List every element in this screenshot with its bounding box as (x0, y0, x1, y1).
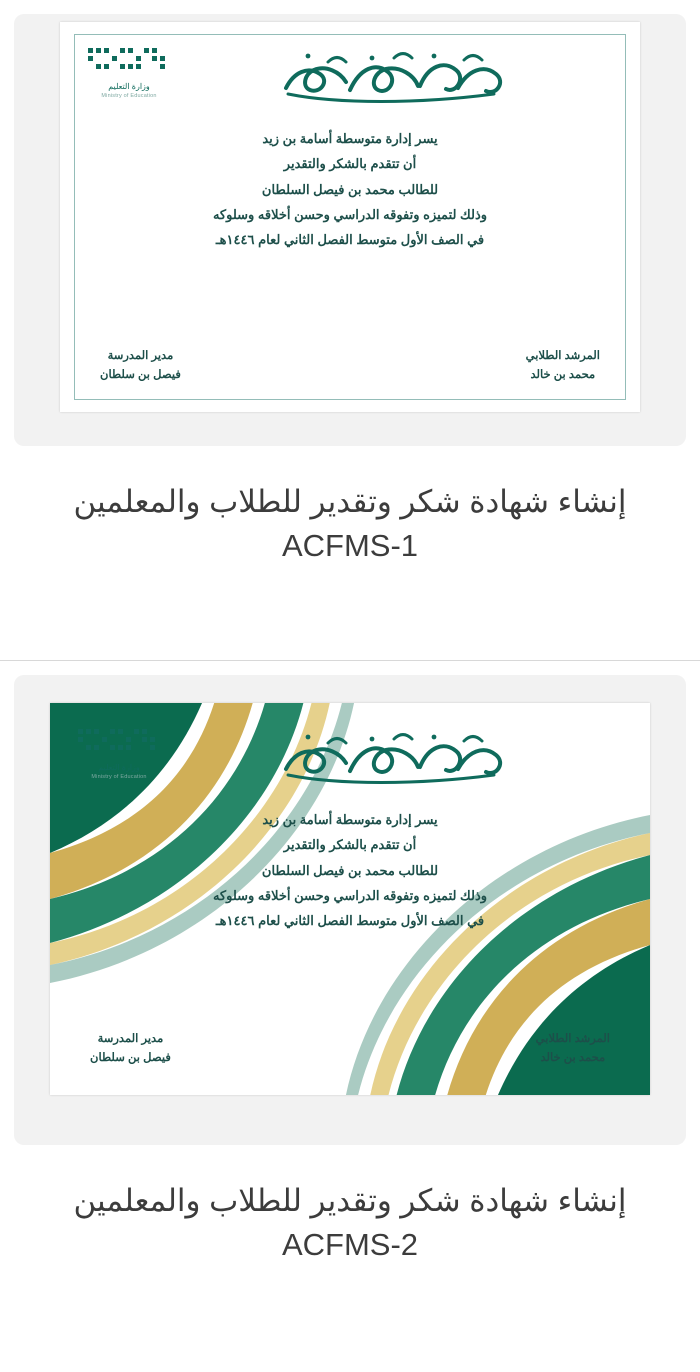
signature-role: المرشد الطلابي (525, 349, 600, 362)
certificate-line-2: أن تتقدم بالشكر والتقدير (283, 837, 417, 853)
certificate-body (76, 807, 624, 934)
certificate-line-4: وذلك لتميزه وتفوقه الدراسي وحسن أخلاقه وسلوكه (212, 888, 488, 904)
certificate-line-3: للطالب محمد بن فيصل السلطان (261, 181, 439, 197)
signature-name: محمد بن خالد (540, 1052, 606, 1065)
certificate-sheet (60, 22, 640, 412)
listing-item-2[interactable] (0, 675, 700, 1287)
signature-counselor (526, 347, 600, 386)
listing-caption-2: إنشاء شهادة شكر وتقدير للطلاب والمعلمين ACFMS-2 (73, 1183, 627, 1263)
ministry-name-en: Ministry of Education (91, 774, 147, 781)
certificate-preview-2[interactable] (14, 675, 686, 1145)
certificate-signatures (76, 1030, 624, 1079)
ministry-logo (76, 723, 162, 780)
certificate-sheet (50, 703, 650, 1095)
certificate-line-3: للطالب محمد بن فيصل السلطان (261, 862, 439, 878)
ministry-name-en: Ministry of Education (101, 93, 157, 99)
signature-name: فيصل بن سلطان (100, 369, 181, 382)
listing-divider (0, 660, 700, 661)
signature-role: المرشد الطلابي (535, 1032, 610, 1045)
signature-role: مدير المدرسة (97, 1032, 164, 1045)
ministry-emblem-icon (76, 727, 162, 761)
signature-principal (100, 347, 181, 386)
certificate-line-5: في الصف الأول متوسط الفصل الثاني لعام ١٤٤٦هـ (215, 913, 485, 929)
ministry-emblem-icon (86, 46, 172, 80)
certificate-signatures (86, 347, 614, 396)
certificate-line-4: وذلك لتميزه وتفوقه الدراسي وحسن أخلاقه وسلوكه (212, 207, 488, 223)
signature-principal (90, 1030, 171, 1069)
signature-name: محمد بن خالد (530, 369, 596, 382)
certificate-script-title (162, 723, 624, 801)
listing-item-1[interactable] (0, 14, 700, 660)
certificate-line-1: يسر إدارة متوسطة أسامة بن زيد (262, 812, 438, 828)
certificate-line-1: يسر إدارة متوسطة أسامة بن زيد (262, 131, 438, 146)
signature-name: فيصل بن سلطان (90, 1052, 171, 1065)
certificate-line-5: في الصف الأول متوسط الفصل الثاني لعام ١٤٤٦هـ (215, 232, 485, 248)
signature-role: مدير المدرسة (107, 349, 174, 362)
listing-caption-1: إنشاء شهادة شكر وتقدير للطلاب والمعلمين ACFMS-1 (73, 484, 627, 564)
arabic-calligraphy-icon (268, 42, 518, 116)
certificate-preview-1[interactable] (14, 14, 686, 446)
ministry-name-ar: وزارة التعليم (108, 82, 150, 91)
certificate-script-title (172, 42, 614, 120)
certificate-line-2: أن تتقدم بالشكر والتقدير (283, 156, 417, 172)
arabic-calligraphy-icon (268, 723, 518, 797)
certificate-body (86, 126, 614, 253)
signature-counselor (536, 1030, 610, 1069)
ministry-name-ar: وزارة التعليم (98, 763, 140, 773)
ministry-logo (86, 42, 172, 99)
